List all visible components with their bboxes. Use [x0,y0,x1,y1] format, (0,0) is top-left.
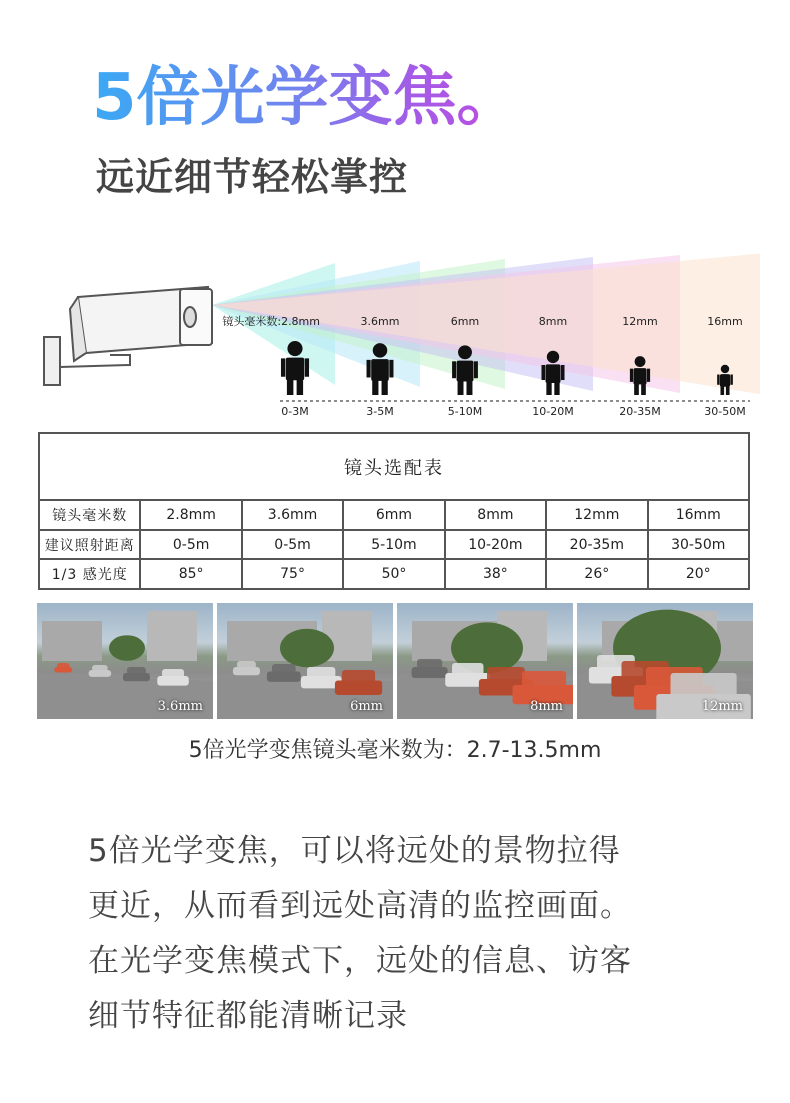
distance-labels [281,405,745,418]
table-cell: 3.6mm [242,500,343,530]
table-cell: 0-5m [140,530,241,560]
table-row [39,500,749,530]
distance-label: 20-35M [619,405,661,418]
distance-label: 10-20M [532,405,574,418]
row-header: 镜头毫米数 [39,500,140,530]
caption: 5倍光学变焦镜头毫米数为：2.7-13.5mm [188,738,602,763]
focal-length-label: 16mm [707,315,743,328]
body-line: 在光学变焦模式下，远处的信息、访客 [88,943,632,979]
row-header: 1/3 感光度 [39,559,140,589]
table-cell: 85° [140,559,241,589]
lens-table [38,432,750,590]
lens-selection-table [38,432,750,590]
table-cell: 38° [445,559,546,589]
photo-label: 8mm [530,699,563,714]
table-cell: 16mm [648,500,749,530]
table-cell: 20° [648,559,749,589]
street-photo [577,603,753,719]
distance-label: 3-5M [366,405,394,418]
table-cell: 8mm [445,500,546,530]
table-cell: 26° [546,559,647,589]
table-cell: 12mm [546,500,647,530]
focal-length-label: 12mm [622,315,658,328]
zoom-diagram-svg [30,245,760,423]
body-line: 更近，从而看到远处高清的监控画面。 [88,888,632,924]
street-photo [397,603,573,719]
focal-length-label: 8mm [538,315,568,328]
focal-length-label: 6mm [450,315,480,328]
body-line: 细节特征都能清晰记录 [88,998,408,1034]
table-cell: 75° [242,559,343,589]
focal-length-label: 镜头毫米数:2.8mm [222,315,320,328]
table-cell: 20-35m [546,530,647,560]
camera-icon [44,287,212,385]
zoom-diagram [30,245,760,423]
body-text [88,824,728,1044]
distance-label: 0-3M [281,405,309,418]
table-cell: 10-20m [445,530,546,560]
photo-label: 6mm [350,699,383,714]
subheadline: 远近细节轻松掌控 [96,155,409,199]
zoom-comparison-photos [37,603,753,719]
table-cell: 2.8mm [140,500,241,530]
table-title: 镜头选配表 [39,433,749,500]
distance-label: 5-10M [447,405,483,418]
street-photo [37,603,213,719]
table-cell: 30-50m [648,530,749,560]
table-cell: 0-5m [242,530,343,560]
photo-label: 3.6mm [157,699,203,714]
table-cell: 5-10m [343,530,444,560]
body-line: 5倍光学变焦，可以将远处的景物拉得 [88,833,621,869]
table-cell: 6mm [343,500,444,530]
street-photo [217,603,393,719]
photo-label: 12mm [701,699,743,714]
table-cell: 50° [343,559,444,589]
row-header: 建议照射距离 [39,530,140,560]
headline: 5倍光学变焦。 [92,58,521,138]
distance-label: 30-50M [704,405,746,418]
focal-length-label: 3.6mm [360,315,400,328]
table-row [39,559,749,589]
table-row [39,530,749,560]
